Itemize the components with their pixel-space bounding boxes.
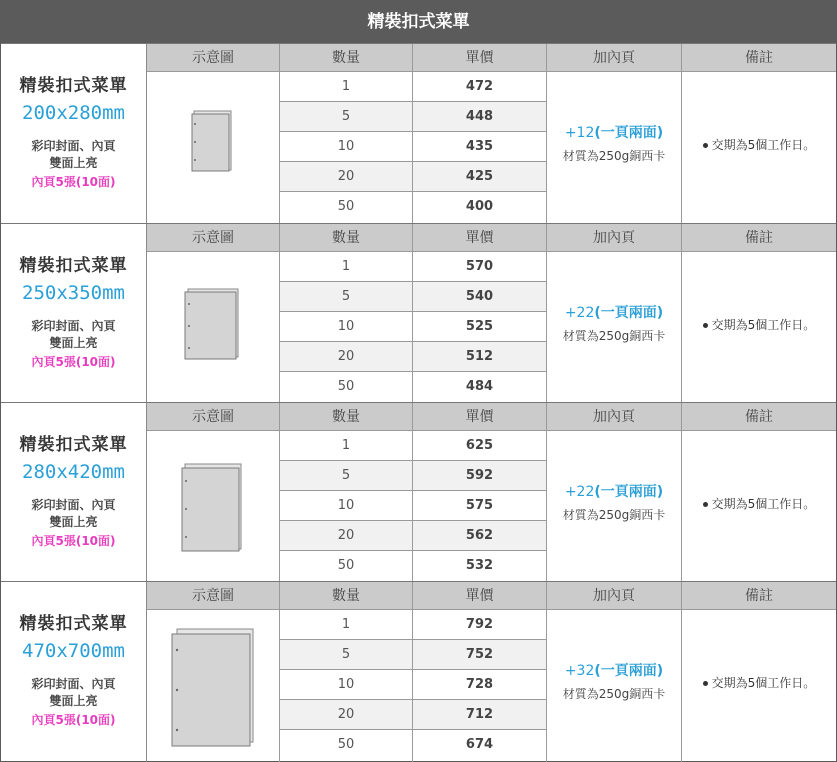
qty-cell: 50 [280, 372, 413, 404]
product-info [1, 224, 147, 404]
price-cell: 752 [413, 640, 547, 670]
remark-text: 交期為5個工作日。 [711, 318, 816, 332]
menu-illustration-cell [147, 610, 280, 762]
bullet-icon [703, 502, 708, 507]
price-cell: 472 [413, 72, 547, 102]
remark-line [682, 136, 836, 153]
product-desc-gloss: 雙面上亮 [49, 336, 98, 350]
header-image: 示意圖 [147, 224, 280, 252]
bullet-icon [703, 681, 708, 686]
menu-book-icon [184, 288, 240, 360]
price-cell: 435 [413, 132, 547, 162]
qty-cell: 20 [280, 700, 413, 730]
price-cell: 525 [413, 312, 547, 342]
product-desc-gloss: 雙面上亮 [49, 515, 98, 529]
remark-cell [682, 431, 836, 583]
qty-cell: 10 [280, 132, 413, 162]
product-size: 250x350mm [22, 282, 125, 304]
header-quantity: 數量 [280, 224, 413, 252]
product-block-200x280 [1, 43, 836, 224]
header-add-page: 加內頁 [547, 403, 682, 431]
header-unit-price: 單價 [413, 44, 547, 72]
price-cell: 674 [413, 730, 547, 762]
qty-cell: 20 [280, 162, 413, 192]
menu-illustration-cell [147, 252, 280, 404]
product-inner-pages: 內頁5張(10面) [31, 713, 116, 727]
qty-cell: 5 [280, 461, 413, 491]
product-desc-print: 彩印封面、內頁 [31, 319, 116, 333]
header-remark: 備註 [682, 224, 836, 252]
menu-book-icon [171, 628, 255, 748]
add-page-price [547, 302, 681, 322]
add-page-unit: (一頁兩面) [594, 125, 664, 141]
product-name: 精裝扣式菜單 [19, 256, 128, 276]
header-add-page: 加內頁 [547, 224, 682, 252]
price-cell: 400 [413, 192, 547, 224]
header-unit-price: 單價 [413, 582, 547, 610]
product-size: 470x700mm [22, 640, 125, 662]
material-text: 材質為250g銅西卡 [562, 687, 666, 701]
price-cell: 570 [413, 252, 547, 282]
add-page-cell [547, 72, 682, 224]
price-cell: 484 [413, 372, 547, 404]
qty-cell: 1 [280, 72, 413, 102]
qty-cell: 5 [280, 282, 413, 312]
add-page-amount: +22 [564, 484, 595, 500]
header-quantity: 數量 [280, 403, 413, 431]
product-desc-print: 彩印封面、內頁 [31, 677, 116, 691]
header-remark: 備註 [682, 44, 836, 72]
menu-illustration-cell [147, 72, 280, 224]
remark-text: 交期為5個工作日。 [711, 676, 816, 690]
header-quantity: 數量 [280, 44, 413, 72]
menu-book-icon [181, 463, 243, 553]
price-cell: 425 [413, 162, 547, 192]
product-desc-print: 彩印封面、內頁 [31, 498, 116, 512]
qty-cell: 50 [280, 551, 413, 583]
price-cell: 625 [413, 431, 547, 461]
qty-cell: 50 [280, 192, 413, 224]
product-desc-print: 彩印封面、內頁 [31, 139, 116, 153]
remark-text: 交期為5個工作日。 [711, 497, 816, 511]
bullet-icon [703, 323, 708, 328]
remark-cell [682, 610, 836, 762]
product-inner-pages: 內頁5張(10面) [31, 534, 116, 548]
menu-book-icon [191, 110, 233, 172]
header-image: 示意圖 [147, 44, 280, 72]
product-desc-gloss: 雙面上亮 [49, 156, 98, 170]
material-text: 材質為250g銅西卡 [562, 329, 666, 343]
add-page-price [547, 660, 681, 680]
qty-cell: 20 [280, 521, 413, 551]
product-size: 200x280mm [22, 102, 125, 124]
qty-cell: 10 [280, 670, 413, 700]
price-cell: 540 [413, 282, 547, 312]
header-remark: 備註 [682, 403, 836, 431]
add-page-price [547, 122, 681, 142]
remark-cell [682, 72, 836, 224]
header-image: 示意圖 [147, 403, 280, 431]
header-remark: 備註 [682, 582, 836, 610]
header-add-page: 加內頁 [547, 44, 682, 72]
price-cell: 792 [413, 610, 547, 640]
remark-line [682, 674, 836, 691]
header-image: 示意圖 [147, 582, 280, 610]
add-page-unit: (一頁兩面) [594, 484, 664, 500]
remark-text: 交期為5個工作日。 [711, 138, 816, 152]
qty-cell: 10 [280, 312, 413, 342]
remark-line [682, 495, 836, 512]
qty-cell: 1 [280, 431, 413, 461]
qty-cell: 10 [280, 491, 413, 521]
add-page-cell [547, 252, 682, 404]
header-add-page: 加內頁 [547, 582, 682, 610]
price-cell: 575 [413, 491, 547, 521]
header-quantity: 數量 [280, 582, 413, 610]
material-text: 材質為250g銅西卡 [562, 508, 666, 522]
price-cell: 592 [413, 461, 547, 491]
qty-cell: 5 [280, 102, 413, 132]
product-info [1, 582, 147, 762]
add-page-unit: (一頁兩面) [594, 663, 664, 679]
price-cell: 512 [413, 342, 547, 372]
add-page-amount: +32 [564, 663, 595, 679]
add-page-cell [547, 431, 682, 583]
menu-illustration-cell [147, 431, 280, 583]
price-cell: 448 [413, 102, 547, 132]
add-page-unit: (一頁兩面) [594, 305, 664, 321]
qty-cell: 50 [280, 730, 413, 762]
product-name: 精裝扣式菜單 [19, 614, 128, 634]
add-page-price [547, 481, 681, 501]
price-cell: 728 [413, 670, 547, 700]
product-block-470x700 [1, 581, 836, 762]
page-title: 精裝扣式菜單 [1, 1, 836, 43]
product-info [1, 403, 147, 583]
price-cell: 532 [413, 551, 547, 583]
add-page-amount: +22 [564, 305, 595, 321]
product-name: 精裝扣式菜單 [19, 76, 128, 96]
material-text: 材質為250g銅西卡 [562, 149, 666, 163]
add-page-amount: +12 [564, 125, 595, 141]
qty-cell: 20 [280, 342, 413, 372]
remark-line [682, 316, 836, 333]
header-unit-price: 單價 [413, 224, 547, 252]
product-info [1, 44, 147, 224]
remark-cell [682, 252, 836, 404]
product-name: 精裝扣式菜單 [19, 435, 128, 455]
qty-cell: 5 [280, 640, 413, 670]
add-page-cell [547, 610, 682, 762]
product-desc-gloss: 雙面上亮 [49, 694, 98, 708]
product-size: 280x420mm [22, 461, 125, 483]
qty-cell: 1 [280, 252, 413, 282]
price-cell: 562 [413, 521, 547, 551]
header-unit-price: 單價 [413, 403, 547, 431]
qty-cell: 1 [280, 610, 413, 640]
product-block-280x420 [1, 402, 836, 583]
price-cell: 712 [413, 700, 547, 730]
bullet-icon [703, 143, 708, 148]
product-inner-pages: 內頁5張(10面) [31, 175, 116, 189]
product-inner-pages: 內頁5張(10面) [31, 355, 116, 369]
product-block-250x350 [1, 223, 836, 404]
